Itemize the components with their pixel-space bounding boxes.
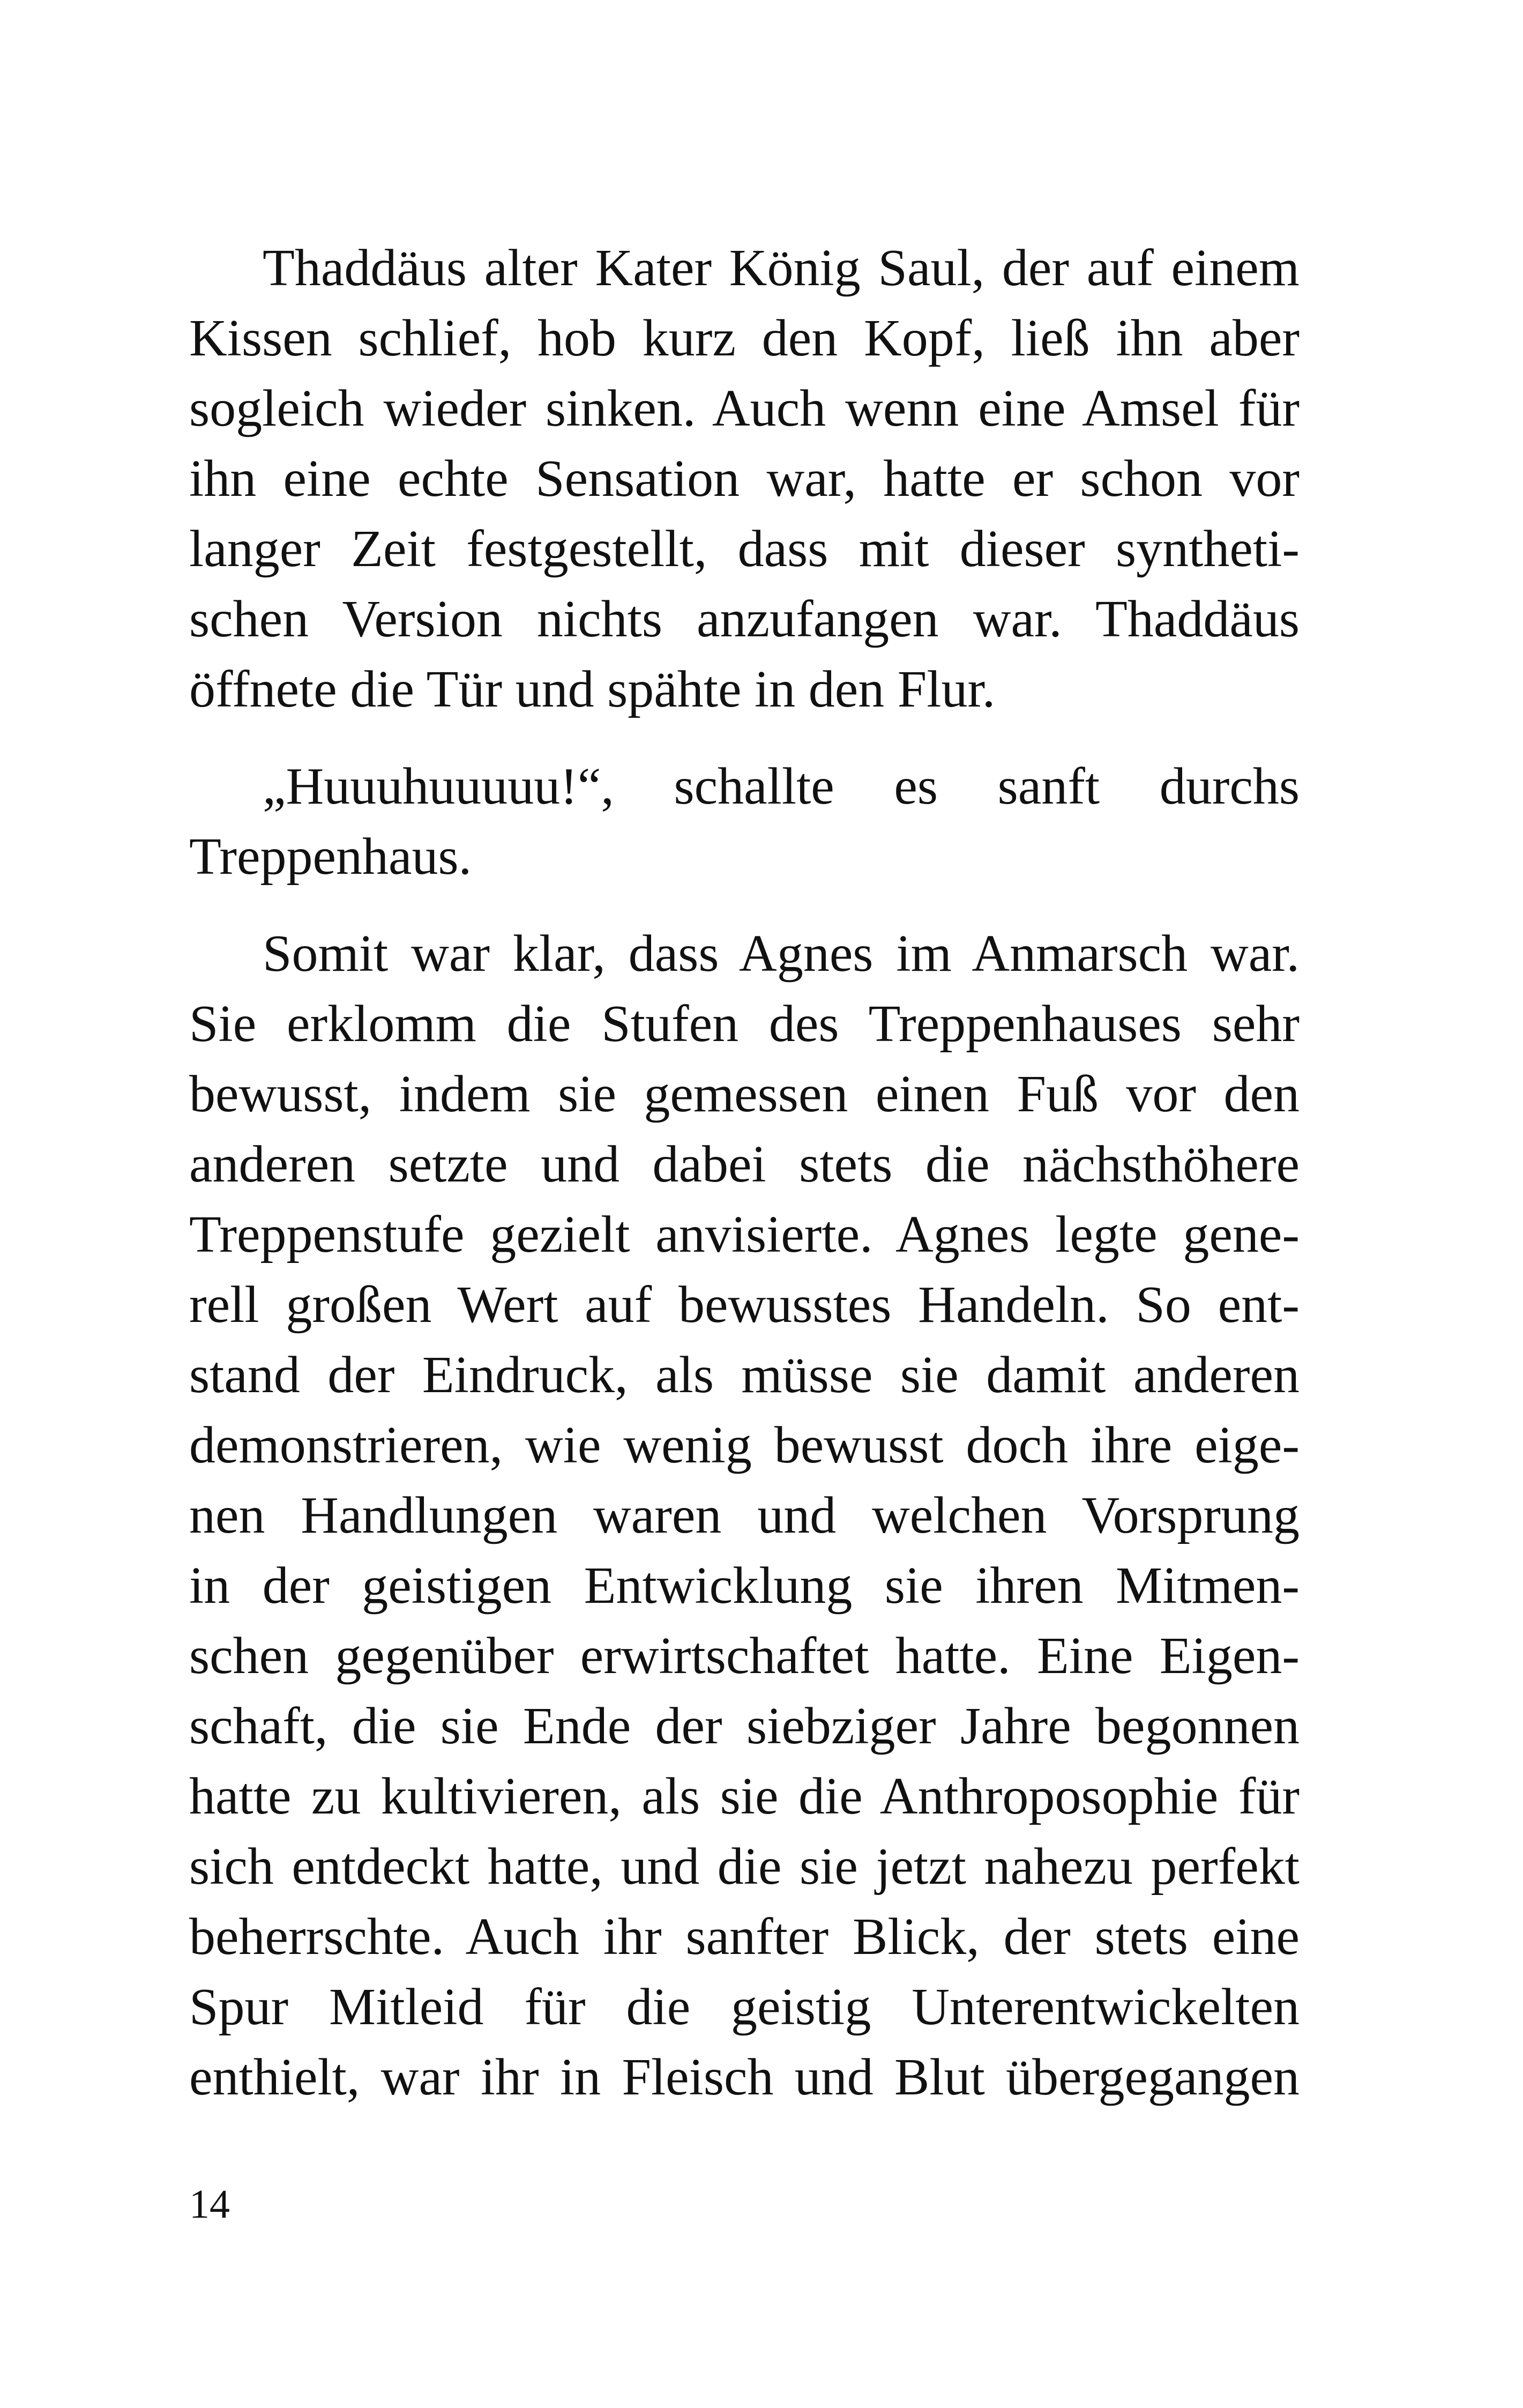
paragraph-3-line-10: in der geistigen Entwicklung sie ihren Mitmen-: [189, 1557, 1300, 1615]
paragraph-1-line-4: ihn eine echte Sensation war, hatte er schon vor: [189, 450, 1300, 508]
paragraph-3-line-1: Somit war klar, dass Agnes im Anmarsch war.: [263, 925, 1300, 983]
paragraph-3-line-6: rell großen Wert auf bewusstes Handeln. So ent-: [189, 1276, 1300, 1334]
paragraph-gap: [189, 725, 1300, 752]
paragraph-3-line-16: Spur Mitleid für die geistig Unterentwickelten: [189, 1978, 1300, 2036]
paragraph-3-line-14: sich entdeckt hatte, und die sie jetzt nahezu perfekt: [189, 1838, 1300, 1896]
paragraph-1-line-3: sogleich wieder sinken. Auch wenn eine Amsel für: [189, 380, 1300, 437]
paragraph-gap: [189, 892, 1300, 919]
page-number: 14: [189, 2182, 230, 2227]
paragraph-3-line-11: schen gegenüber erwirtschaftet hatte. Eine Eigen-: [189, 1627, 1300, 1685]
body-text: [189, 233, 1300, 2113]
paragraph-3-line-4: anderen setzte und dabei stets die nächsthöhere: [189, 1135, 1300, 1193]
paragraph-2-line-2: Treppenhaus.: [189, 828, 472, 886]
paragraph-1-line-5: langer Zeit festgestellt, dass mit dieser syntheti-: [189, 520, 1300, 578]
paragraph-2-line-1: „Huuuhuuuuu!“, schallte es sanft durchs: [263, 757, 1300, 815]
paragraph-3-line-13: hatte zu kultivieren, als sie die Anthroposophie für: [189, 1767, 1300, 1825]
paragraph-1-line-1: Thaddäus alter Kater König Saul, der auf einem: [263, 239, 1300, 297]
paragraph-3-line-9: nen Handlungen waren und welchen Vorsprung: [189, 1487, 1300, 1544]
paragraph-3-line-3: bewusst, indem sie gemessen einen Fuß vor den: [189, 1065, 1300, 1123]
paragraph-1-line-6: schen Version nichts anzufangen war. Thaddäus: [189, 590, 1300, 648]
paragraph-3-line-2: Sie erklomm die Stufen des Treppenhauses sehr: [189, 995, 1300, 1053]
paragraph-3-line-17: enthielt, war ihr in Fleisch und Blut übergegangen: [189, 2048, 1300, 2106]
paragraph-1-line-2: Kissen schlief, hob kurz den Kopf, ließ ihn aber: [189, 309, 1300, 367]
paragraph-3-line-15: beherrschte. Auch ihr sanfter Blick, der stets eine: [189, 1908, 1300, 1966]
paragraph-1-line-7: öffnete die Tür und spähte in den Flur.: [189, 660, 996, 718]
paragraph-3-line-12: schaft, die sie Ende der siebziger Jahre begonnen: [189, 1697, 1300, 1755]
paragraph-3-line-7: stand der Eindruck, als müsse sie damit anderen: [189, 1346, 1300, 1404]
paragraph-3-line-5: Treppenstufe gezielt anvisierte. Agnes legte gene-: [189, 1206, 1300, 1264]
paragraph-3-line-8: demonstrieren, wie wenig bewusst doch ihre eige-: [189, 1416, 1300, 1474]
